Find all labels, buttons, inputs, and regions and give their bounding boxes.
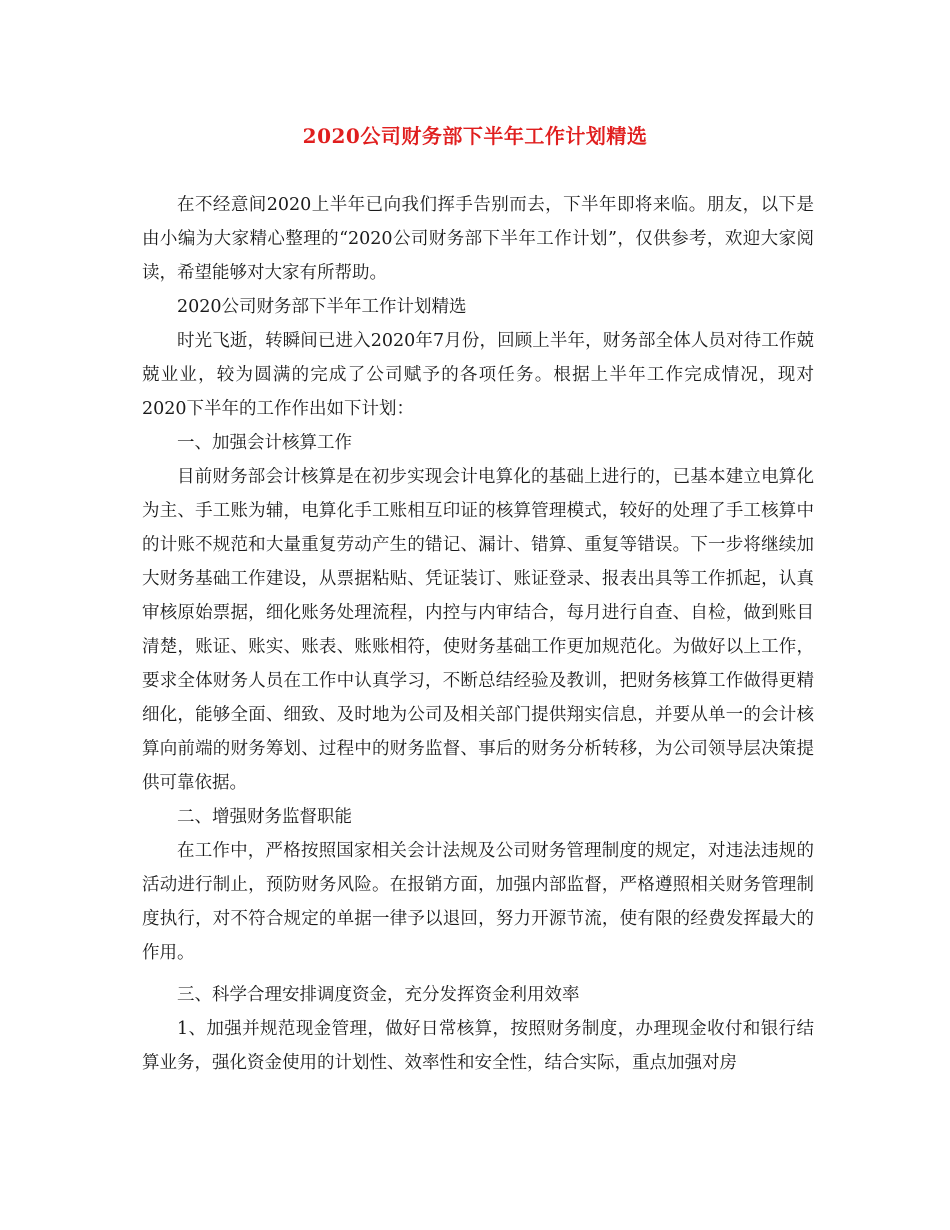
section-1-paragraph: 目前财务部会计核算是在初步实现会计电算化的基础上进行的，已基本建立电算化为主、手工账为辅，电算化手工账相互印证的核算管理模式，较好的处理了手工核算中的计账不规范和大量重复劳动产生的错记、漏计、错算、重复等错误。下一步将继续加大财务基础工作建设，从票据粘贴、凭证装订、账证登录、报表出具等工作抓起，认真审核原始票据，细化账务处理流程，内控与内审结合，每月进行自查、自检，做到账目清楚，账证、账实、账表、账账相符，使财务基础工作更加规范化。为做好以上工作，要求全体财务人员在工作中认真学习，不断总结经验及教训，把财务核算工作做得更精细化，能够全面、细致、及时地为公司及相关部门提供翔实信息，并要从单一的会计核算向前端的财务筹划、过程中的财务监督、事后的财务分析转移，为公司领导层决策提供可靠依据。 — [142, 467, 814, 793]
section-3-paragraph: 1、加强并规范现金管理，做好日常核算，按照财务制度，办理现金收付和银行结算业务，强化资金使用的计划性、效率性和安全性，结合实际，重点加强对房 — [142, 1019, 814, 1073]
section-heading-1: 一、加强会计核算工作 — [177, 433, 352, 453]
document-title: 2020公司财务部下半年工作计划精选 — [302, 124, 648, 148]
document-body — [142, 188, 814, 1080]
subtitle-line: 2020公司财务部下半年工作计划精选 — [177, 297, 467, 317]
section-heading-3: 三、科学合理安排调度资金，充分发挥资金利用效率 — [177, 985, 580, 1005]
section-2-paragraph: 在工作中，严格按照国家相关会计法规及公司财务管理制度的规定，对违法违规的活动进行制止，预防财务风险。在报销方面，加强内部监督，严格遵照相关财务管理制度执行，对不符合规定的单据一律予以退回，努力开源节流，使有限的经费发挥最大的作用。 — [142, 841, 814, 963]
section-heading-2: 二、增强财务监督职能 — [177, 807, 352, 827]
intro-paragraph: 在不经意间2020上半年已向我们挥手告别而去，下半年即将来临。朋友，以下是由小编为大家精心整理的“2020公司财务部下半年工作计划”，仅供参考，欢迎大家阅读，希望能够对大家有所帮助。 — [142, 195, 814, 283]
overview-paragraph: 时光飞逝，转瞬间已进入2020年7月份，回顾上半年，财务部全体人员对待工作兢兢业业，较为圆满的完成了公司赋予的各项任务。根据上半年工作完成情况，现对2020下半年的工作作出如下计划： — [142, 331, 814, 419]
